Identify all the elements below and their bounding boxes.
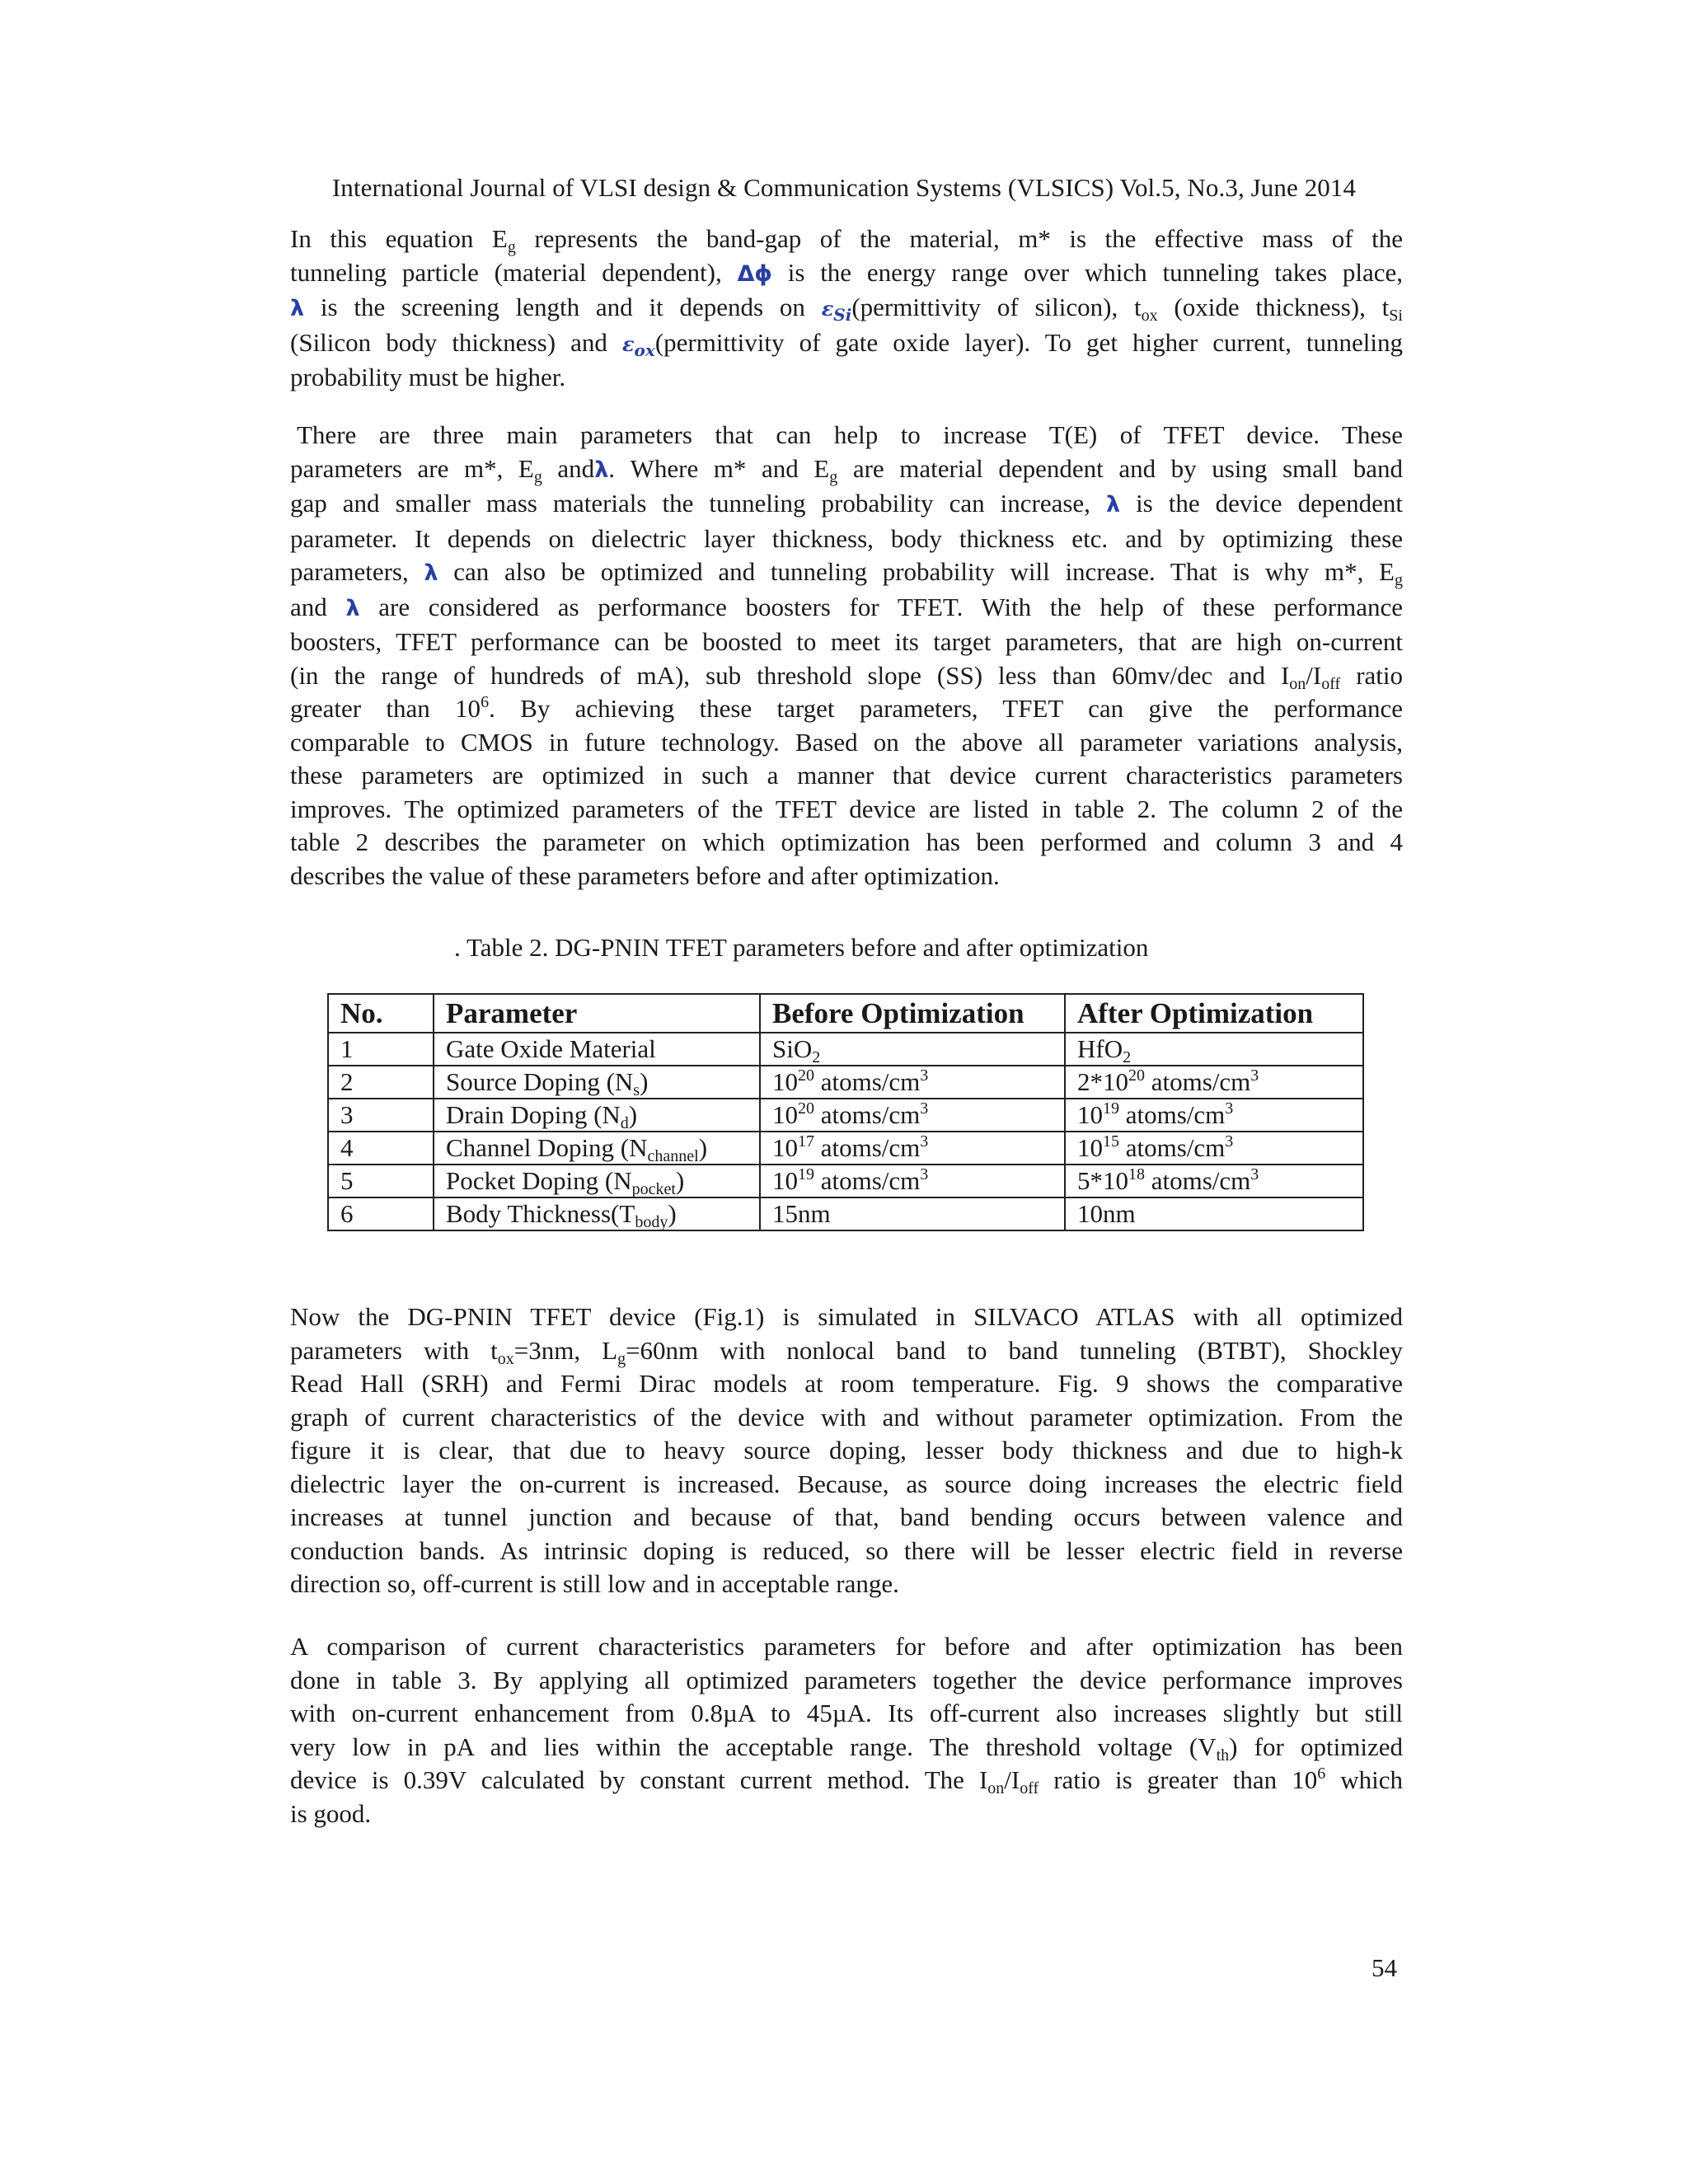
column-header: After Optimization	[1065, 994, 1363, 1033]
table-header-row	[328, 994, 1363, 1033]
lambda-symbol: λ	[594, 457, 609, 483]
line: boosters, TFET performance can be boosted to meet its target parameters, that are high on-current	[290, 627, 1403, 656]
lambda-symbol: λ	[345, 595, 360, 621]
table-row	[328, 1099, 1363, 1132]
line: greater than $10^6$. By achieving these target parameters, TFET can give the performance	[290, 693, 1403, 723]
parameter-cell: Gate Oxide Material	[434, 1033, 760, 1066]
after-value-cell: $2*10^{20}$ atoms/$cm^3$	[1065, 1066, 1363, 1099]
line: done in table 3. By applying all optimized parameters together the device performance improves	[290, 1665, 1403, 1694]
parameter-cell: Pocket Doping $(N_{pocket})$	[434, 1165, 760, 1197]
line: very low in pA and lies within the acceptable range. The threshold voltage $(V_{th})$ for optimized	[290, 1732, 1403, 1765]
line: There are three main parameters that can help to increase T(E) of TFET device. These	[297, 420, 1403, 449]
line: A comparison of current characteristics parameters for before and after optimization has been	[290, 1632, 1403, 1661]
parameter-cell: Drain Doping $(N_d)$	[434, 1099, 760, 1132]
line: In this equation $E_g$ represents the band-gap of the material, m* is the effective mass of the	[290, 224, 1403, 256]
line: parameter. It depends on dielectric layer thickness, body thickness etc. and by optimizing these	[290, 523, 1403, 553]
line: tunneling particle (material dependent), Δϕ is the energy range over which tunneling takes place,	[290, 257, 1403, 287]
line: Now the DG-PNIN TFET device (Fig.1) is simulated in SILVACO ATLAS with all optimized	[290, 1302, 1403, 1331]
epsilon-ox-symbol: $\varepsilon_{ox}$	[621, 331, 655, 360]
before-value-cell: $10^{20}$ atoms/$cm^3$	[760, 1099, 1065, 1132]
parameter-cell: Body $Thickness(T_{body})$	[434, 1197, 760, 1230]
row-number-cell: 2	[328, 1066, 434, 1099]
delta-phi-symbol: Δϕ	[737, 260, 772, 287]
before-value-cell: $10^{17}$ atoms/$cm^3$	[760, 1132, 1065, 1165]
journal-header: International Journal of VLSI design & Communication Systems (VLSICS) Vol.5, No.3, June 2014	[331, 173, 1357, 202]
parameter-cell: Source Doping $(N_s)$	[434, 1066, 760, 1099]
parameter-cell: Channel Doping $(N_{channel})$	[434, 1132, 760, 1165]
line: increases at tunnel junction and because of that, band bending occurs between valence and	[290, 1502, 1403, 1531]
after-value-cell: $10^{15}$ atoms/$cm^3$	[1065, 1132, 1363, 1165]
before-value-cell: SiO$_2$	[760, 1033, 1065, 1066]
paragraph-1	[290, 223, 1403, 395]
row-number-cell: 6	[328, 1197, 434, 1230]
line: figure it is clear, that due to heavy source doping, lesser body thickness and due to high-k	[290, 1436, 1403, 1465]
before-value-cell: 15nm	[760, 1197, 1065, 1230]
after-value-cell: HfO$_2$	[1065, 1033, 1363, 1066]
line: is good.	[290, 1798, 372, 1828]
column-header: No.	[328, 994, 434, 1033]
line: these parameters are optimized in such a manner that device current characteristics parameters	[290, 761, 1403, 790]
line: with on-current enhancement from 0.8µA to 45µA. Its off-current also increases slightly but still	[290, 1699, 1403, 1727]
table-row	[328, 1066, 1363, 1099]
line: probability must be higher.	[290, 363, 566, 391]
table-row	[328, 1165, 1363, 1197]
parameters-table	[327, 993, 1364, 1231]
table-row	[328, 1033, 1363, 1066]
page-number: 54	[1372, 1953, 1397, 1982]
after-value-cell: $5*10^{18}$ atoms/$cm^3$	[1065, 1165, 1363, 1197]
paragraph-2	[290, 419, 1403, 893]
table-row	[328, 1132, 1363, 1165]
row-number-cell: 1	[328, 1033, 434, 1066]
line: and λ are considered as performance boosters for TFET. With the help of these performance	[290, 592, 1403, 621]
column-header: Parameter	[434, 994, 760, 1033]
line: describes the value of these parameters before and after optimization.	[290, 860, 1000, 890]
line: parameters, λ can also be optimized and tunneling probability will increase. That is why m*, $E_g$	[290, 557, 1403, 589]
line: improves. The optimized parameters of the TFET device are listed in table 2. The column 2 of the	[290, 794, 1403, 823]
paragraph-4	[290, 1630, 1403, 1830]
column-header: Before Optimization	[760, 994, 1065, 1033]
lambda-symbol: λ	[290, 296, 305, 321]
table-caption: . Table 2. DG-PNIN TFET parameters before and after optimization	[454, 933, 1149, 962]
line: λ is the screening length and it depends on $\varepsilon_{Si}(permittivity$ of silicon), $t_{ox}$ (oxide thickness), $t_{Si}$	[290, 293, 1403, 325]
before-value-cell: $10^{19}$ atoms/$cm^3$	[760, 1165, 1065, 1197]
row-number-cell: 5	[328, 1165, 434, 1197]
line: table 2 describes the parameter on which optimization has been performed and column 3 and 4	[290, 827, 1403, 856]
row-number-cell: 4	[328, 1132, 434, 1165]
line: graph of current characteristics of the device with and without parameter optimization. From the	[290, 1402, 1403, 1432]
line: direction so, off-current is still low and in acceptable range.	[290, 1569, 899, 1598]
line: (in the range of hundreds of mA), sub threshold slope (SS) less than 60mv/dec and $I_{on}/I_{off}$ ratio	[290, 660, 1403, 693]
line: device is 0.39V calculated by constant current method. The $I_{on}/I_{off}$ ratio is greater than $10^6$ which	[290, 1765, 1403, 1797]
line: parameters with $t_{ox}=3nm$, $L_g=60nm$ with nonlocal band to band tunneling (BTBT), Shockley	[290, 1335, 1403, 1368]
before-value-cell: $10^{20}$ atoms/$cm^3$	[760, 1066, 1065, 1099]
lambda-symbol: λ	[424, 560, 438, 586]
after-value-cell: 10nm	[1065, 1197, 1363, 1230]
lambda-symbol: λ	[1105, 492, 1121, 518]
line: dielectric layer the on-current is increased. Because, as source doing increases the electric field	[290, 1469, 1403, 1498]
line: conduction bands. As intrinsic doping is reduced, so there will be lesser electric field in reverse	[290, 1535, 1403, 1565]
row-number-cell: 3	[328, 1099, 434, 1132]
line: comparable to CMOS in future technology. Based on the above all parameter variations analysis,	[290, 727, 1403, 757]
table-row	[328, 1197, 1363, 1230]
line: gap and smaller mass materials the tunneling probability can increase, λ is the device dependent	[290, 489, 1403, 518]
paragraph-3	[290, 1301, 1403, 1601]
line: parameters are m*, $E_g$ andλ. Where m* and $E_g$ are material dependent and by using small band	[290, 453, 1403, 486]
epsilon-si-symbol: $\varepsilon_{Si}$	[821, 297, 852, 325]
line: Read Hall (SRH) and Fermi Dirac models at room temperature. Fig. 9 shows the comparative	[290, 1369, 1403, 1398]
line: (Silicon body thickness) and $\varepsilon_{ox}(permittivity$ of gate oxide layer). To get higher current, tunneling	[290, 327, 1403, 360]
after-value-cell: $10^{19}$ atoms/$cm^3$	[1065, 1099, 1363, 1132]
